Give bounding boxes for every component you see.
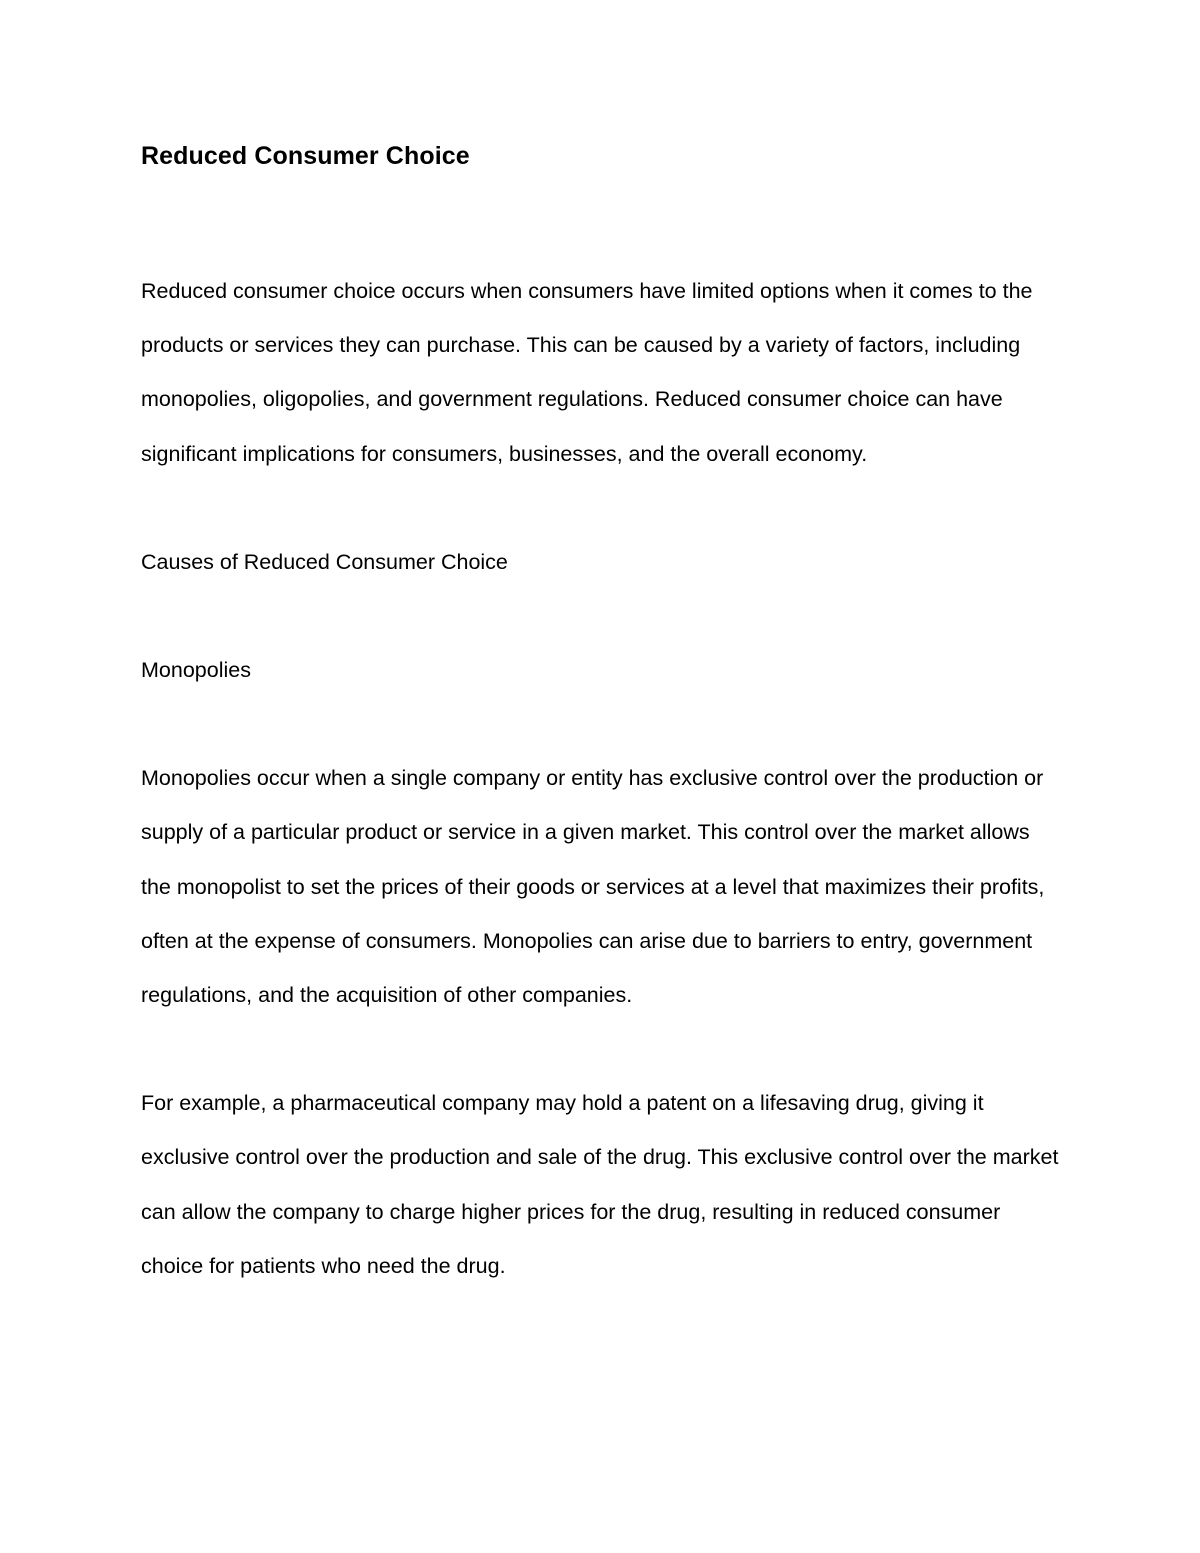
document-body — [141, 138, 1061, 1293]
monopolies-paragraph: Monopolies occur when a single company or entity has exclusive control over the production or supply of a particular product or service in a given market. This control over the market allows the monopolist to set the prices of their goods or services at a level that maximizes their profits, often at the expense of consumers. Monopolies can arise due to barriers to entry, government regulations, and the acquisition of other companies. — [141, 766, 1045, 1008]
intro-paragraph: Reduced consumer choice occurs when consumers have limited options when it comes to the products or services they can purchase. This can be caused by a variety of factors, including monopolies, oligopolies, and government regulations. Reduced consumer choice can have significant implications for consumers, businesses, and the overall economy. — [141, 279, 1033, 466]
section-heading-causes: Causes of Reduced Consumer Choice — [141, 549, 508, 574]
subsection-heading-monopolies: Monopolies — [141, 658, 251, 683]
document-title: Reduced Consumer Choice — [141, 142, 470, 170]
example-paragraph: For example, a pharmaceutical company may hold a patent on a lifesaving drug, giving it exclusive control over the production and sale of the drug. This exclusive control over the market can allow the company to charge higher prices for the drug, resulting in reduced consumer choice for patients who need the drug. — [141, 1091, 1059, 1278]
